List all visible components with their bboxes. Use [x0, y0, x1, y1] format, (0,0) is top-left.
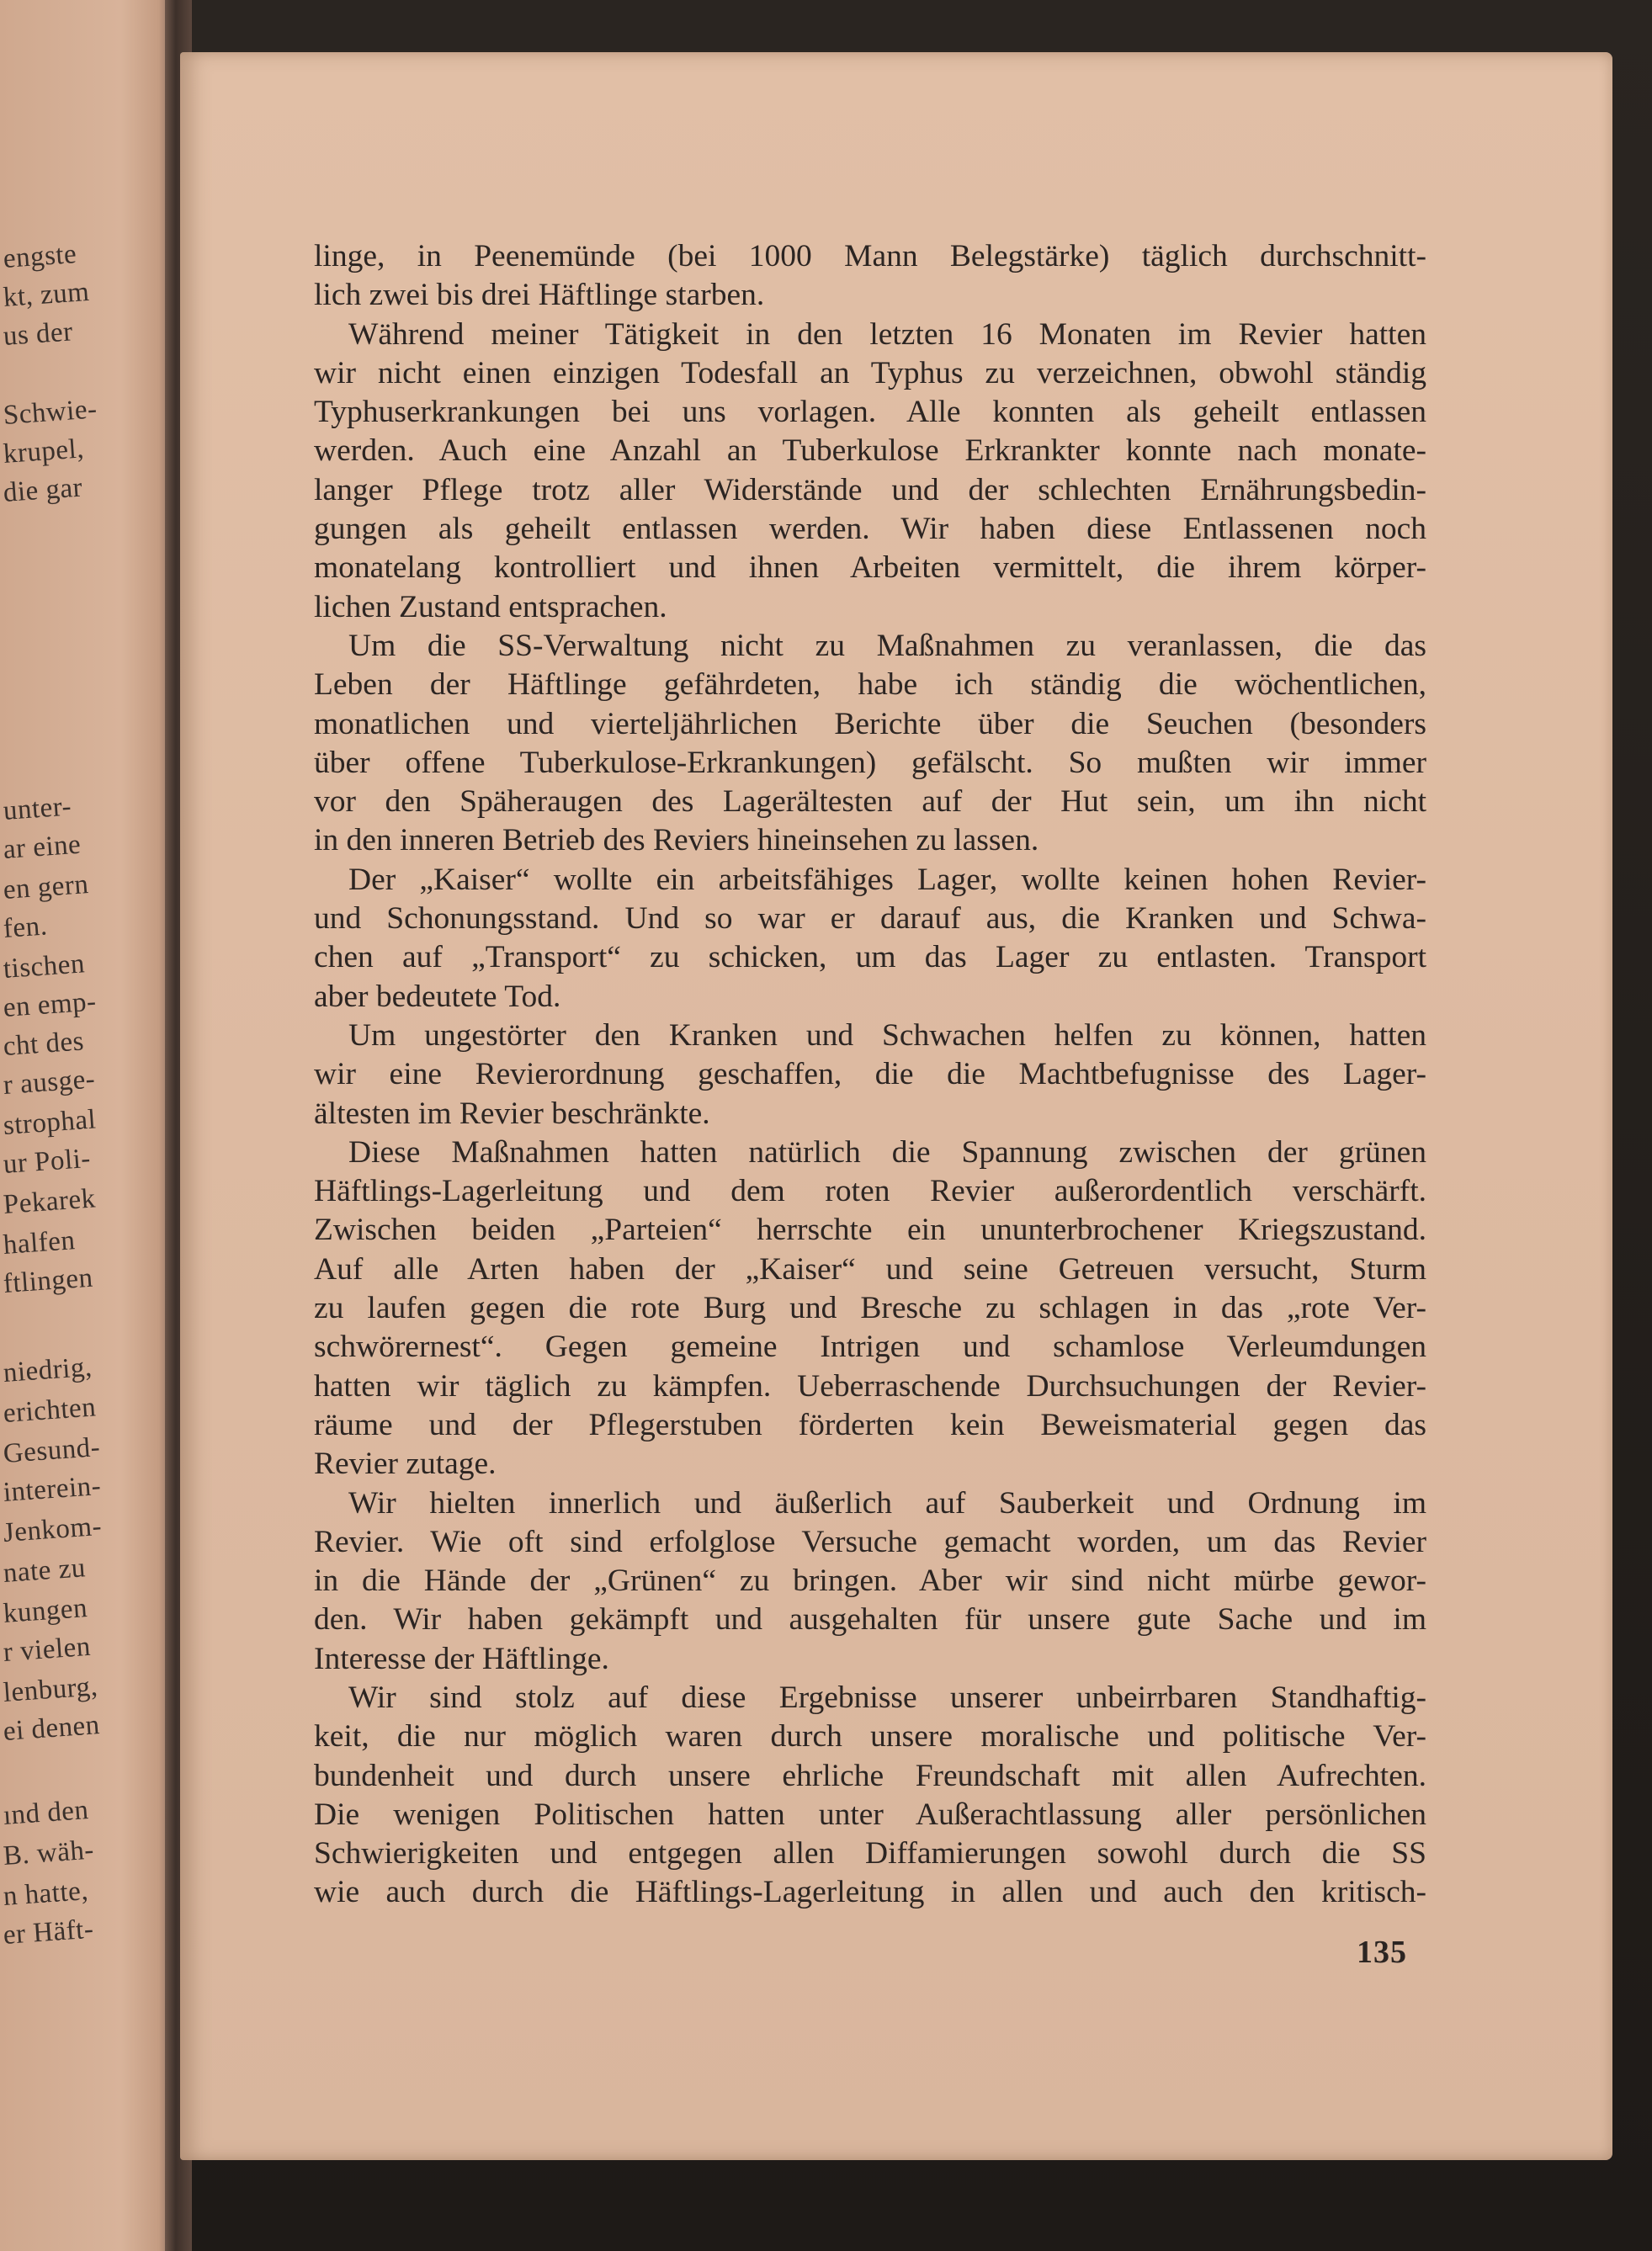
text-line: Häftlings-Lagerleitung und dem roten Revier außerordentlich verschärft.: [314, 1174, 1426, 1209]
left-fragment: Pekarek: [2, 1183, 97, 1220]
left-fragment: strophal: [2, 1104, 98, 1141]
left-fragment: ei denen: [2, 1710, 101, 1747]
text-line: monatelang kontrolliert und ihnen Arbeiten vermittelt, die ihrem körper-: [314, 550, 1426, 586]
text-line: lich zwei bis drei Häftlinge starben.: [314, 278, 765, 313]
text-line: Interesse der Häftlinge.: [314, 1641, 609, 1676]
left-fragment: erichten: [2, 1392, 98, 1429]
left-fragment: ur Poli-: [2, 1143, 92, 1180]
left-fragment: r vielen: [2, 1631, 92, 1668]
text-line: chen auf „Transport“ zu schicken, um das Lager zu entlasten. Transport: [314, 940, 1426, 975]
left-page-edge: [0, 0, 173, 2251]
text-line: den. Wir haben gekämpft und ausgehalten für unsere gute Sache und im: [314, 1602, 1426, 1638]
text-line: vor den Späheraugen des Lagerältesten auf der Hut sein, um ihn nicht: [314, 784, 1426, 820]
left-fragment: unter-: [2, 791, 73, 826]
text-line: schwörernest“. Gegen gemeine Intrigen und schamlose Verleumdungen: [314, 1330, 1426, 1365]
text-line: Wir sind stolz auf diese Ergebnisse unserer unbeirrbaren Standhaftig-: [348, 1680, 1426, 1715]
text-line: bundenheit und durch unsere ehrliche Freundschaft mit allen Aufrechten.: [314, 1758, 1426, 1793]
left-fragment: kungen: [2, 1593, 89, 1629]
text-line: Schwierigkeiten und entgegen allen Diffamierungen sowohl durch die SS: [314, 1836, 1426, 1871]
text-line: Diese Maßnahmen hatten natürlich die Spannung zwischen der grünen: [348, 1134, 1426, 1170]
text-line: in die Hände der „Grünen“ zu bringen. Aber wir sind nicht mürbe gewor-: [314, 1563, 1426, 1599]
left-fragment: tischen: [2, 948, 86, 985]
left-fragment: er Häft-: [2, 1914, 95, 1951]
text-line: gungen als geheilt entlassen werden. Wir haben diese Entlassenen noch: [314, 512, 1426, 547]
left-fragment: lenburg,: [2, 1671, 99, 1708]
text-line: Revier. Wie oft sind erfolglose Versuche gemacht worden, um das Revier: [314, 1524, 1426, 1559]
text-line: Der „Kaiser“ wollte ein arbeitsfähiges Lager, wollte keinen hohen Revier-: [348, 862, 1426, 897]
left-fragment: die gar: [2, 472, 84, 508]
left-fragment: ınd den: [2, 1794, 90, 1831]
left-fragment: en gern: [2, 868, 90, 905]
text-line: Typhuserkrankungen bei uns vorlagen. Alle konnten als geheilt entlassen: [314, 395, 1426, 430]
left-fragment: B. wäh-: [2, 1834, 95, 1871]
left-fragment: Schwie-: [2, 394, 98, 431]
text-line: linge, in Peenemünde (bei 1000 Mann Belegstärke) täglich durchschnitt-: [314, 239, 1426, 273]
text-line: räume und der Pflegerstuben förderten kein Beweismaterial gegen das: [314, 1407, 1426, 1442]
text-line: wie auch durch die Häftlings-Lagerleitung in allen und auch den kritisch-: [314, 1875, 1426, 1910]
page-body-text: [314, 237, 1426, 1913]
text-line: wir nicht einen einzigen Todesfall an Typhus zu verzeichnen, obwohl ständig: [314, 355, 1426, 390]
text-line: über offene Tuberkulose-Erkrankungen) gefälscht. So mußten wir immer: [314, 745, 1426, 780]
text-line: und Schonungsstand. Und so war er darauf aus, die Kranken und Schwa-: [314, 901, 1426, 937]
text-line: Revier zutage.: [314, 1447, 497, 1482]
left-fragment: n hatte,: [2, 1875, 90, 1912]
text-line: Wir hielten innerlich und äußerlich auf Sauberkeit und Ordnung im: [348, 1485, 1426, 1521]
text-line: keit, die nur möglich waren durch unsere moralische und politische Ver-: [314, 1719, 1426, 1755]
text-line: zu laufen gegen die rote Burg und Bresche zu schlagen in das „rote Ver-: [314, 1291, 1426, 1326]
text-line: in den inneren Betrieb des Reviers hineinsehen zu lassen.: [314, 823, 1039, 858]
text-line: Zwischen beiden „Parteien“ herrschte ein ununterbrochener Kriegszustand.: [314, 1213, 1426, 1248]
left-fragment: Gesund-: [2, 1432, 102, 1469]
text-line: monatlichen und vierteljährlichen Berichte über die Seuchen (besonders: [314, 706, 1426, 741]
left-fragment: halfen: [2, 1225, 77, 1261]
left-fragment: niedrig,: [2, 1351, 93, 1388]
left-fragment: ar eine: [2, 829, 82, 865]
left-fragment: r ausge-: [2, 1064, 97, 1101]
text-line: hatten wir täglich zu kämpfen. Ueberraschende Durchsuchungen der Revier-: [314, 1368, 1426, 1404]
text-line: Während meiner Tätigkeit in den letzten 16 Monaten im Revier hatten: [348, 316, 1426, 352]
text-line: Um die SS-Verwaltung nicht zu Maßnahmen zu veranlassen, die das: [348, 628, 1426, 663]
text-line: Leben der Häftlinge gefährdeten, habe ich ständig die wöchentlichen,: [314, 667, 1426, 703]
text-line: Auf alle Arten haben der „Kaiser“ und seine Getreuen versucht, Sturm: [314, 1251, 1426, 1287]
left-fragment: ftlingen: [2, 1262, 94, 1299]
left-fragment: fen.: [2, 910, 49, 944]
text-line: werden. Auch eine Anzahl an Tuberkulose Erkrankter konnte nach monate-: [314, 433, 1426, 469]
text-line: Die wenigen Politischen hatten unter Außerachtlassung aller persönlichen: [314, 1797, 1426, 1832]
left-fragment: kt, zum: [2, 276, 91, 313]
text-line: Um ungestörter den Kranken und Schwachen helfen zu können, hatten: [348, 1017, 1426, 1053]
left-fragment: interein-: [2, 1470, 103, 1508]
text-line: wir eine Revierordnung geschaffen, die die Machtbefugnisse des Lager-: [314, 1057, 1426, 1092]
left-fragment: Jenkom-: [2, 1510, 104, 1548]
left-fragment: nate zu: [2, 1553, 87, 1589]
text-line: langer Pflege trotz aller Widerstände und der schlechten Ernährungsbedin-: [314, 472, 1426, 507]
text-line: lichen Zustand entsprachen.: [314, 589, 667, 624]
left-fragment: cht des: [2, 1026, 86, 1062]
left-fragment: engste: [2, 238, 78, 274]
left-fragment: krupel,: [2, 433, 86, 470]
page-number: 135: [1357, 1935, 1407, 1970]
text-line: aber bedeutete Tod.: [314, 979, 561, 1014]
text-line: ältesten im Revier beschränkte.: [314, 1096, 710, 1131]
left-fragment: en emp-: [2, 986, 98, 1023]
left-fragment: us der: [2, 316, 74, 352]
